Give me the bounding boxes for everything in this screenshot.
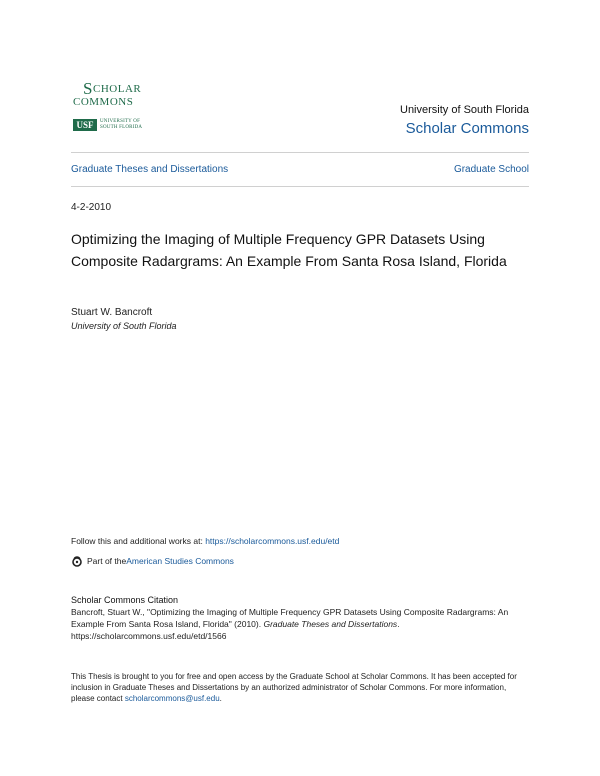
logo-usf-badge: USF bbox=[73, 119, 97, 131]
collection-link[interactable]: Graduate Theses and Dissertations bbox=[71, 164, 229, 175]
logo-big-s: S bbox=[83, 79, 93, 98]
open-access-icon bbox=[71, 555, 83, 567]
logo-university-line2: SOUTH FLORIDA bbox=[100, 125, 143, 130]
logo-scholar-text: CHOLAR bbox=[93, 83, 142, 95]
citation-text: Bancroft, Stuart W., "Optimizing the Imaging of Multiple Frequency GPR Datasets Using Composite Radargrams: An Example From Santa Rosa Island, Florida" (2010). bbox=[71, 607, 509, 629]
citation-url[interactable]: https://scholarcommons.usf.edu/etd/1566 bbox=[71, 631, 227, 641]
document-title: Optimizing the Imaging of Multiple Frequency GPR Datasets Using Composite Radargrams: An Example From Santa Rosa Island, Florida bbox=[71, 231, 507, 269]
school-link[interactable]: Graduate School bbox=[453, 164, 529, 175]
citation-body bbox=[71, 606, 531, 642]
follow-url-link[interactable]: https://scholarcommons.usf.edu/etd bbox=[205, 536, 340, 546]
follow-prefix: Follow this and additional works at: bbox=[71, 536, 206, 546]
logo-university-line1: UNIVERSITY OF bbox=[100, 119, 141, 124]
logo-commons-text: COMMONS bbox=[73, 96, 134, 108]
logo-university-text bbox=[100, 119, 152, 131]
access-notice bbox=[71, 671, 531, 704]
notice-suffix: . bbox=[219, 694, 222, 703]
header-right bbox=[400, 104, 529, 139]
header-university: University of South Florida bbox=[400, 104, 529, 116]
header-repository-link[interactable]: Scholar Commons bbox=[405, 120, 529, 137]
notice-text: This Thesis is brought to you for free and open access by the Graduate School at Scholar Commons. It has been accepted for inclusion in Graduate Theses and Dissertations by an authorized administrator of Scholar Commons. For more information, please contact bbox=[71, 672, 517, 703]
contact-email-link[interactable]: scholarcommons@usf.edu bbox=[124, 694, 220, 703]
nav-divider bbox=[71, 186, 529, 187]
author-name: Stuart W. Bancroft bbox=[71, 307, 153, 318]
citation-suffix: . bbox=[397, 619, 400, 629]
part-of-prefix: Part of the bbox=[87, 556, 127, 566]
part-of-line bbox=[71, 555, 234, 567]
citation-heading: Scholar Commons Citation bbox=[71, 595, 179, 605]
publication-date: 4-2-2010 bbox=[71, 202, 112, 213]
header-divider bbox=[71, 152, 529, 153]
scholar-commons-logo[interactable] bbox=[73, 79, 153, 136]
citation-series: Graduate Theses and Dissertations bbox=[263, 619, 398, 629]
american-studies-commons-link[interactable]: American Studies Commons bbox=[126, 556, 234, 566]
follow-line bbox=[71, 536, 339, 547]
author-affiliation: University of South Florida bbox=[71, 321, 177, 331]
